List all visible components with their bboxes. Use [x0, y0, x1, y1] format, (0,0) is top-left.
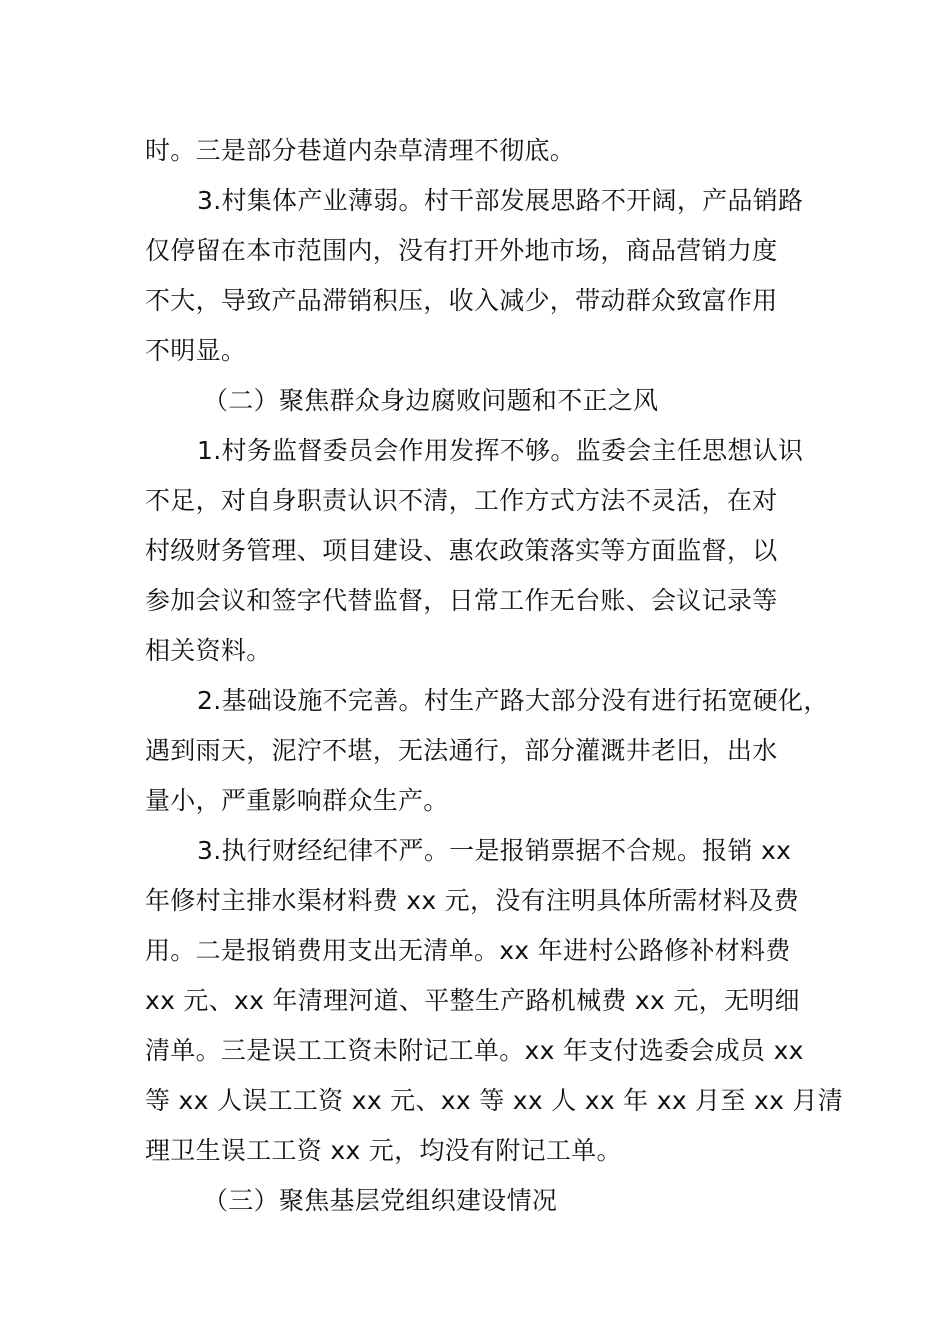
text-line: 2.基础设施不完善。村生产路大部分没有进行拓宽硬化，	[197, 686, 829, 715]
text-line: 仅停留在本市范围内，没有打开外地市场，商品营销力度	[145, 236, 778, 265]
section-heading: （三）聚焦基层党组织建设情况	[203, 1186, 558, 1215]
text-line: 年修村主排水渠材料费 xx 元，没有注明具体所需材料及费	[145, 886, 799, 915]
text-line: 遇到雨天，泥泞不堪，无法通行，部分灌溉井老旧，出水	[145, 736, 778, 765]
text-line: 量小，严重影响群众生产。	[145, 786, 449, 815]
text-line: 不足，对自身职责认识不清，工作方式方法不灵活，在对	[145, 486, 778, 515]
text-line: 清单。三是误工工资未附记工单。xx 年支付选委会成员 xx	[145, 1036, 804, 1065]
text-line: 1.村务监督委员会作用发挥不够。监委会主任思想认识	[197, 436, 804, 465]
text-line: 3.执行财经纪律不严。一是报销票据不合规。报销 xx	[197, 836, 792, 865]
text-line: 3.村集体产业薄弱。村干部发展思路不开阔，产品销路	[197, 186, 804, 215]
text-line: 相关资料。	[145, 636, 272, 665]
text-line: 用。二是报销费用支出无清单。xx 年进村公路修补材料费	[145, 936, 791, 965]
text-line: 参加会议和签字代替监督，日常工作无台账、会议记录等	[145, 586, 778, 615]
text-line: xx 元、xx 年清理河道、平整生产路机械费 xx 元，无明细	[145, 986, 800, 1015]
text-line: 等 xx 人误工工资 xx 元、xx 等 xx 人 xx 年 xx 月至 xx 月清	[145, 1086, 844, 1115]
text-line: 不明显。	[145, 336, 247, 365]
text-line: 时。三是部分巷道内杂草清理不彻底。	[145, 136, 576, 165]
text-line: 理卫生误工工资 xx 元，均没有附记工单。	[145, 1136, 622, 1165]
text-line: 村级财务管理、项目建设、惠农政策落实等方面监督，以	[145, 536, 778, 565]
section-heading: （二）聚焦群众身边腐败问题和不正之风	[203, 386, 659, 415]
document-body	[145, 126, 844, 1226]
text-line: 不大，导致产品滞销积压，收入减少，带动群众致富作用	[145, 286, 778, 315]
